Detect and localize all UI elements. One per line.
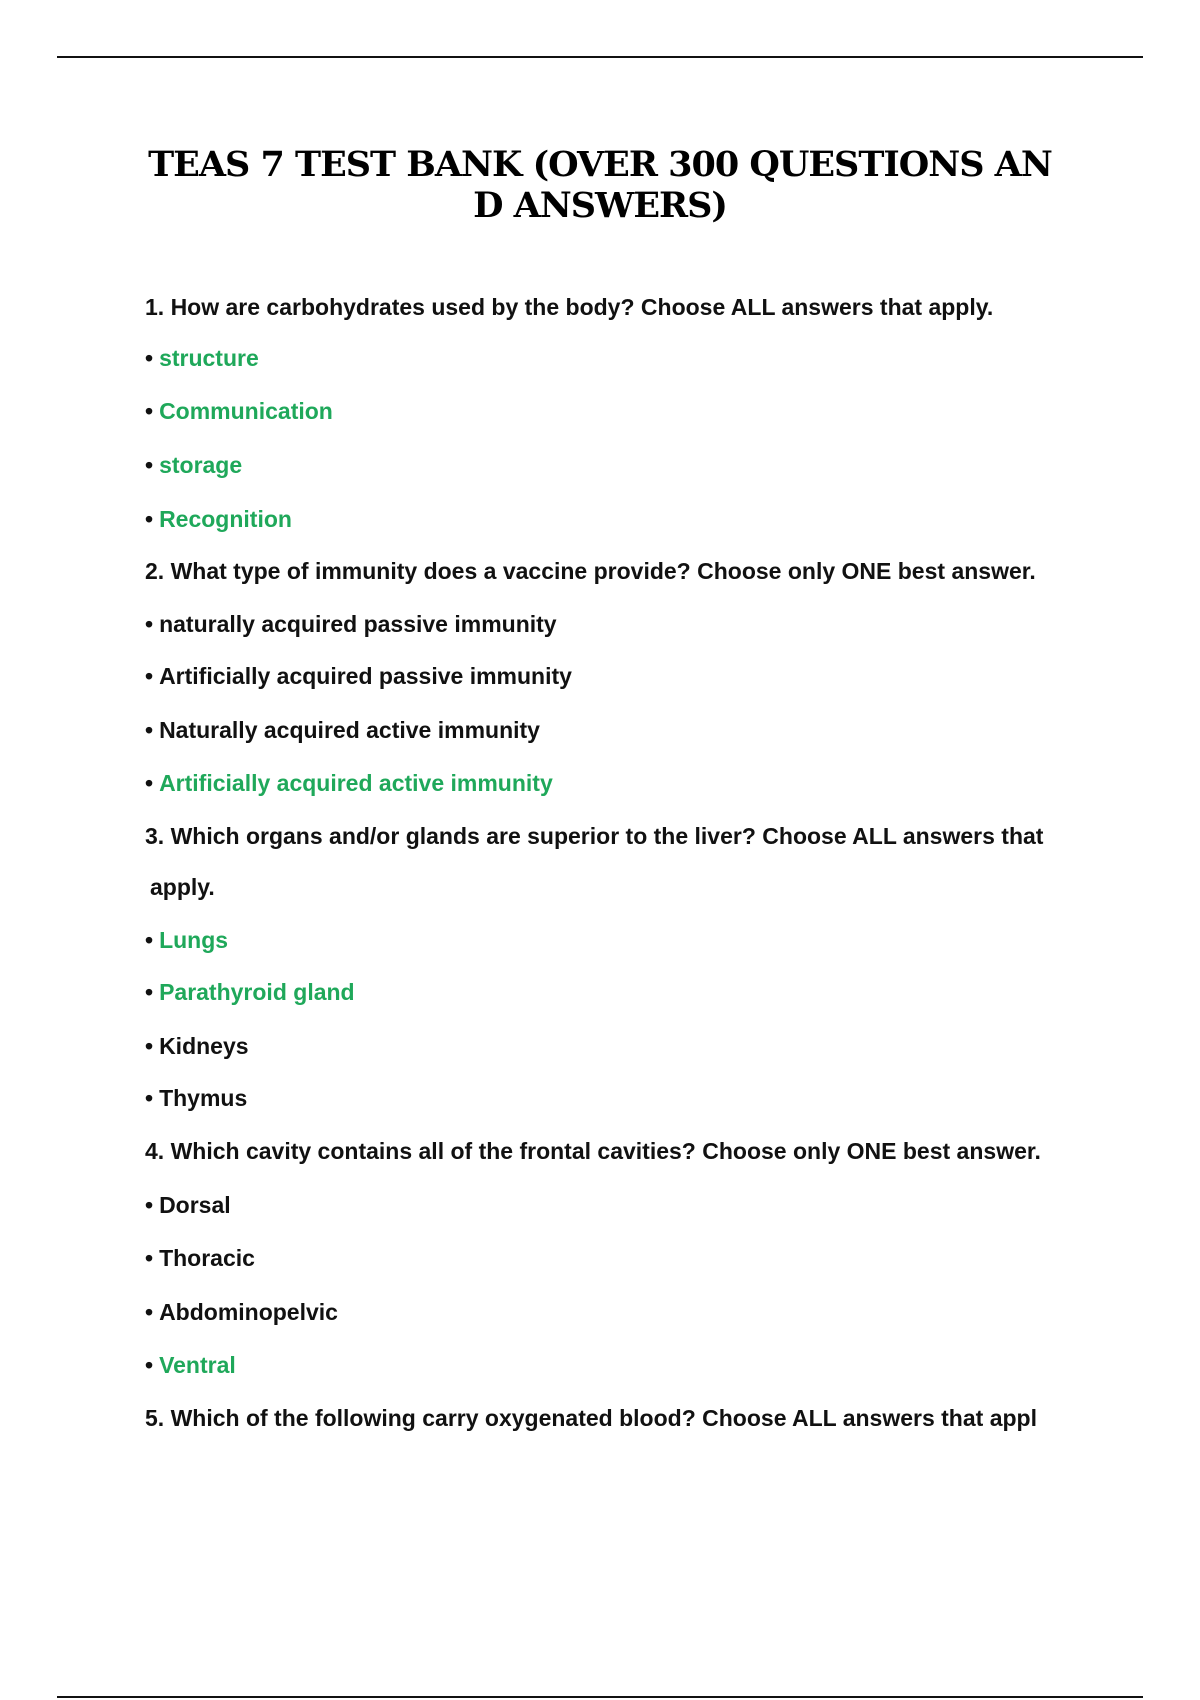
answer-option-label: Abdominopelvic xyxy=(159,1299,338,1325)
answer-option xyxy=(145,661,572,691)
answer-option-label: Recognition xyxy=(159,506,292,532)
bullet-icon: • xyxy=(145,927,154,953)
bullet-icon: • xyxy=(145,611,154,637)
answer-option-label: Lungs xyxy=(159,927,229,953)
bullet-icon: • xyxy=(145,506,154,532)
answer-option xyxy=(145,1350,236,1380)
answer-option xyxy=(145,396,333,426)
question-3-continued: apply. xyxy=(150,874,215,900)
title-line-1: TEAS 7 TEST BANK (OVER 300 QUESTIONS AN xyxy=(148,144,1052,185)
answer-option-label: naturally acquired passive immunity xyxy=(159,611,557,637)
question-5: 5. Which of the following carry oxygenated blood? Choose ALL answers that appl xyxy=(145,1405,1037,1431)
answer-option xyxy=(145,1031,249,1061)
bullet-icon: • xyxy=(145,1245,154,1271)
answer-option-label: Naturally acquired active immunity xyxy=(159,717,540,743)
answer-option xyxy=(145,450,242,480)
answer-option-label: structure xyxy=(159,345,259,371)
bullet-icon: • xyxy=(145,1299,154,1325)
answer-option-label: Thoracic xyxy=(159,1245,255,1271)
answer-option-label: Parathyroid gland xyxy=(159,979,355,1005)
answer-option-label: storage xyxy=(159,452,243,478)
answer-option xyxy=(145,609,557,639)
question-4: 4. Which cavity contains all of the frontal cavities? Choose only ONE best answer. xyxy=(145,1138,1041,1164)
bullet-icon: • xyxy=(145,345,154,371)
title-line-2: D ANSWERS) xyxy=(473,185,727,226)
bullet-icon: • xyxy=(145,1085,154,1111)
bullet-icon: • xyxy=(145,979,154,1005)
bullet-icon: • xyxy=(145,663,154,689)
answer-option-label: Ventral xyxy=(159,1352,236,1378)
question-3: 3. Which organs and/or glands are superior to the liver? Choose ALL answers that xyxy=(145,823,1044,849)
answer-option xyxy=(145,977,355,1007)
answer-option xyxy=(145,1297,338,1327)
bullet-icon: • xyxy=(145,717,154,743)
answer-option xyxy=(145,504,292,534)
bullet-icon: • xyxy=(145,398,154,424)
answer-option xyxy=(145,715,540,745)
answer-option-label: Artificially acquired passive immunity xyxy=(159,663,572,689)
bullet-icon: • xyxy=(145,770,154,796)
answer-option-label: Dorsal xyxy=(159,1192,231,1218)
answer-option xyxy=(145,768,553,798)
answer-option xyxy=(145,1190,231,1220)
bottom-divider xyxy=(57,1696,1143,1698)
answer-option-label: Artificially acquired active immunity xyxy=(159,770,553,796)
answer-option xyxy=(145,925,228,955)
answer-option xyxy=(145,1083,247,1113)
bullet-icon: • xyxy=(145,1033,154,1059)
answer-option-label: Thymus xyxy=(159,1085,248,1111)
bullet-icon: • xyxy=(145,452,154,478)
bullet-icon: • xyxy=(145,1192,154,1218)
answer-option-label: Kidneys xyxy=(159,1033,249,1059)
question-1: 1. How are carbohydrates used by the body? Choose ALL answers that apply. xyxy=(145,294,994,320)
answer-option-label: Communication xyxy=(159,398,333,424)
answer-option xyxy=(145,1243,255,1273)
answer-option xyxy=(145,343,259,373)
question-2: 2. What type of immunity does a vaccine provide? Choose only ONE best answer. xyxy=(145,558,1036,584)
bullet-icon: • xyxy=(145,1352,154,1378)
